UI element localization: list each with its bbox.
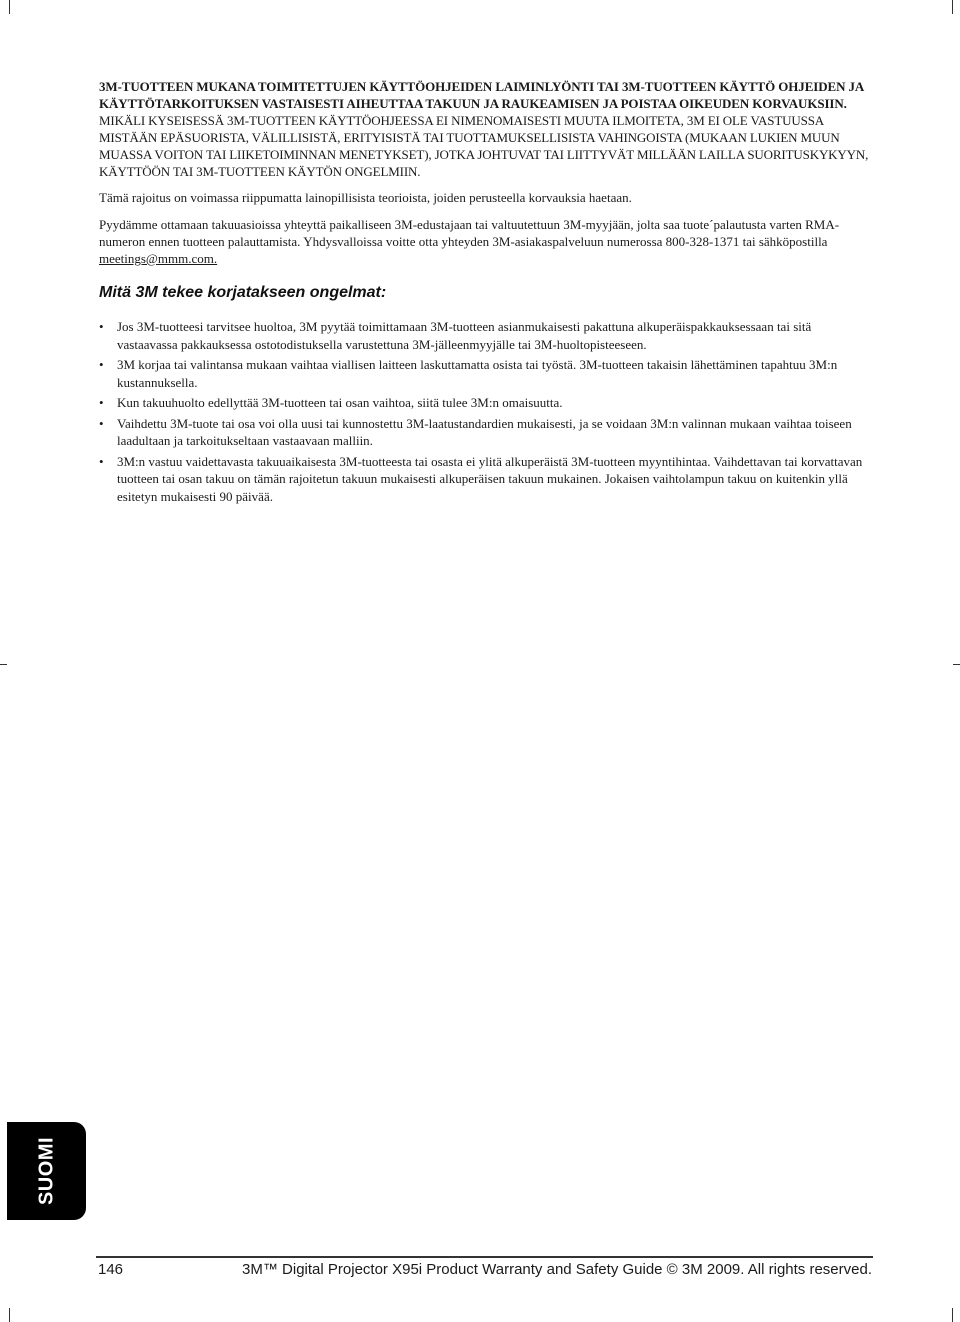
list-item-text: Kun takuuhuolto edellyttää 3M-tuotteen tai osan vaihtoa, siitä tulee 3M:n omaisuutta. [117,395,563,410]
list-item [99,415,874,450]
footer-page-number: 146 [98,1261,124,1278]
list-item [99,453,874,506]
list-item [99,318,874,353]
limitation-paragraph: Tämä rajoitus on voimassa riippumatta lainopillisista teorioista, joiden perusteella korvauksia haetaan. [99,190,632,205]
footer-product-line: 3M™ Digital Projector X95i Product Warranty and Safety Guide © 3M 2009. All rights reserved. [242,1261,872,1278]
list-item-text: Jos 3M-tuotteesi tarvitsee huoltoa, 3M pyytää toimittamaan 3M-tuotteen asianmukaisesti pakattuna alkuperäispakkauksessaan tai sitä vastaavassa pakkauksessa ostotodistuksella varustettuna 3M-jälleenmyyjälle tai 3M-huoltopisteeseen. [117,319,812,352]
crop-mark-top-left [9,0,10,14]
page-content [99,78,874,508]
contact-paragraph [99,216,874,267]
crop-mark-bottom-left [9,1308,10,1322]
contact-email-link[interactable]: meetings@mmm.com. [99,251,218,266]
crop-mark-mid-right [953,664,960,665]
crop-mark-bottom-right [952,1308,953,1322]
contact-text: Pyydämme ottamaan takuuasioissa yhteyttä paikalliseen 3M-edustajaan tai valtuutettuun 3M-myyjään, jolta saa tuote´palautusta varten RMA-numeron ennen tuotteen palauttamista. Yhdysvalloissa voitte otta yhteyden 3M-asiakaspalveluun numerossa 800-328-1371 tai sähköpostilla [99,217,840,249]
list-item-text: 3M korjaa tai valintansa mukaan vaihtaa viallisen laitteen laskuttamatta osista tai työstä. 3M-tuotteen takaisin lähettäminen tapahtuu 3M:n kustannuksella. [117,357,838,390]
bullet-icon: • [99,395,104,410]
bullet-icon: • [99,357,104,372]
crop-mark-top-right [952,0,953,14]
liability-disclaimer: MIKÄLI KYSEISESSÄ 3M-TUOTTEEN KÄYTTÖOHJEESSA EI NIMENOMAISESTI MUUTA ILMOITETA, 3M EI OLE VASTUUSSA MISTÄÄN EPÄSUORISTA, VÄLILLISISTÄ, ERITYISISTÄ TAI TUOTTAMUKSELLISISTA VAHINGOISTA (MUKAAN LUKIEN MUUN MUASSA VOITON TAI LIIKETOIMINNAN MENETYKSET), JOTKA JOHTUVAT TAI LIITTYVÄT MILLÄÄN LAILLA SUORITUSKYKYYN, KÄYTTÖÖN TAI 3M-TUOTTEEN KÄYTÖN ONGELMIIN. [99,113,869,179]
repair-bullet-list [99,318,874,505]
list-item [99,356,874,391]
language-side-tab [7,1122,86,1220]
bullet-icon: • [99,453,104,469]
bullet-icon: • [99,319,104,334]
list-item-text: Vaihdettu 3M-tuote tai osa voi olla uusi tai kunnostettu 3M-laatustandardien mukaisesti, ja se voidaan 3M:n valinnan mukaan vaihtaa toiseen laadultaan ja tarkoitukseltaan vastaavaan malliin. [117,415,852,448]
section-heading: Mitä 3M tekee korjatakseen ongelmat: [99,284,387,301]
warranty-exclusion-notice: 3M-TUOTTEEN MUKANA TOIMITETTUJEN KÄYTTÖOHJEIDEN LAIMINLYÖNTI TAI 3M-TUOTTEEN KÄYTTÖ OHJEIDEN JA KÄYTTÖTARKOITUKSEN VASTAISESTI AIHEUTTAA TAKUUN JA RAUKEAMISEN JA POISTAA OIKEUDEN KORVAUKSIIN. [99,79,864,111]
language-tab-label: SUOMI [35,1136,57,1206]
list-item-text: 3M:n vastuu vaidettavasta takuuaikaisesta 3M-tuotteesta tai osasta ei ylitä alkuperäistä 3M-tuotteen myyntihintaa. Vaihdettavan tai korvattavan tuotteen tai osan takuu on tämän rajoitetun takuun mukaisesti alkuperäisen takuun mukainen. Jokaisen vaihtolampun takuu on kuitenkin yllä esitetyn mukaisesti 90 päivää. [117,453,863,504]
crop-mark-mid-left [0,664,7,665]
list-item [99,394,874,412]
footer-divider [96,1256,873,1258]
bullet-icon: • [99,415,104,431]
